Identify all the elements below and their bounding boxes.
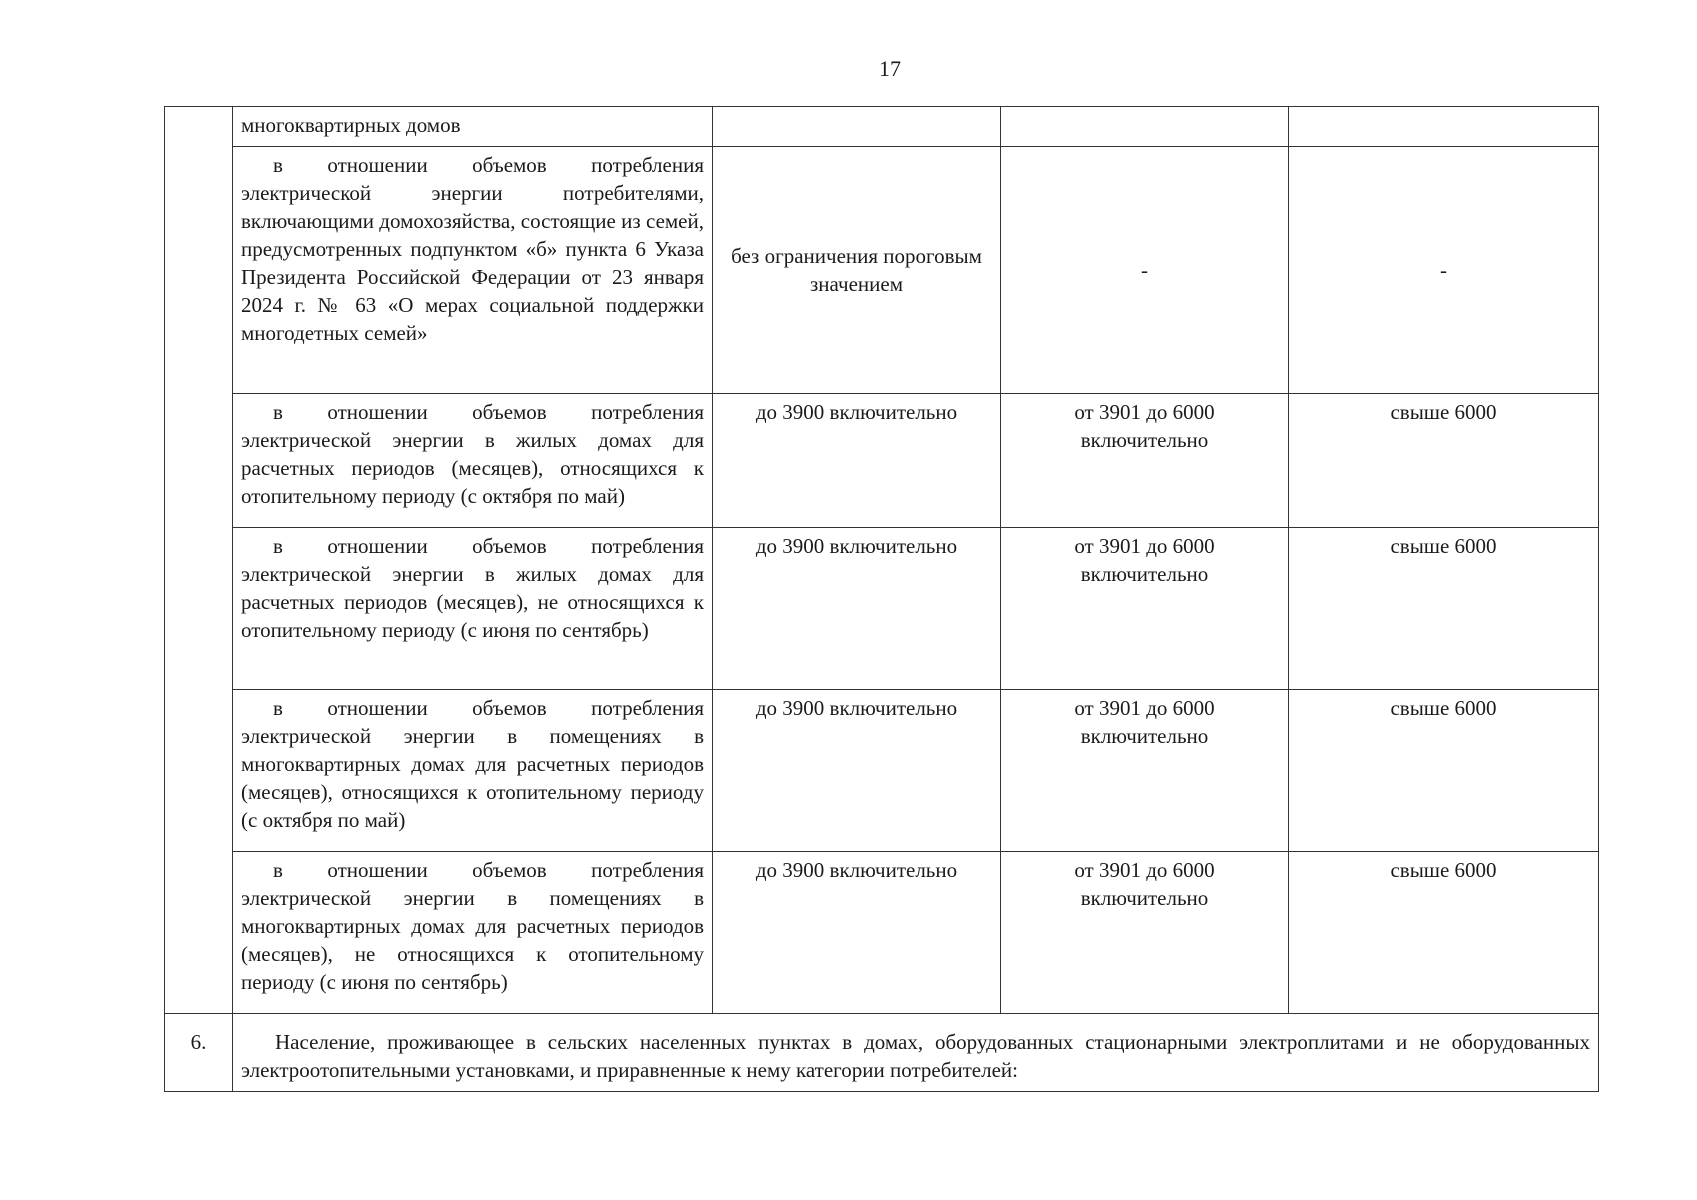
table-row (165, 394, 1599, 528)
threshold-1-cell: до 3900 включительно (713, 690, 1001, 852)
description-text: в отношении объемов потребления электрической энергии в помещениях в многоквартирных домах для расчетных периодов (месяцев), не относящихся к отопительному периоду (с июня по сентябрь) (241, 858, 704, 994)
table-row (165, 852, 1599, 1014)
threshold-1-cell: без ограничения пороговым значением (713, 147, 1001, 394)
description-cell (233, 690, 713, 852)
threshold-1-cell: до 3900 включительно (713, 528, 1001, 690)
row-number-cell (165, 107, 233, 1014)
table-row (165, 690, 1599, 852)
description-text: в отношении объемов потребления электрической энергии потребителями, включающими домохозяйства, состоящие из семей, предусмотренных подпунктом «б» пункта 6 Указа Президента Российской Федерации от 23 января 2024 г. № 63 «О мерах социальной поддержки многодетных семей» (241, 153, 704, 345)
section-heading-cell (233, 1014, 1599, 1092)
tariff-table (164, 106, 1599, 1092)
table-row (165, 107, 1599, 147)
table-row-section-6 (165, 1014, 1599, 1092)
threshold-3-cell (1289, 107, 1599, 147)
description-text: в отношении объемов потребления электрической энергии в помещениях в многоквартирных домах для расчетных периодов (месяцев), относящихся к отопительному периоду (с октября по май) (241, 696, 704, 832)
threshold-3-cell: - (1289, 147, 1599, 394)
threshold-3-cell: свыше 6000 (1289, 690, 1599, 852)
table-row (165, 528, 1599, 690)
description-cell (233, 107, 713, 147)
table-row (165, 147, 1599, 394)
description-cell (233, 852, 713, 1014)
description-cell (233, 528, 713, 690)
description-text: в отношении объемов потребления электрической энергии в жилых домах для расчетных периодов (месяцев), относящихся к отопительному периоду (с октября по май) (241, 400, 704, 508)
threshold-2-cell (1001, 107, 1289, 147)
threshold-2-cell: от 3901 до 6000 включительно (1001, 528, 1289, 690)
threshold-1-cell: до 3900 включительно (713, 852, 1001, 1014)
page-number: 17 (879, 56, 901, 81)
threshold-3-cell: свыше 6000 (1289, 528, 1599, 690)
section-heading-text: Население, проживающее в сельских населенных пунктах в домах, оборудованных стационарными электроплитами и не оборудованных электроотопительными установками, и приравненные к нему категории потребителей: (241, 1030, 1590, 1082)
threshold-2-cell: - (1001, 147, 1289, 394)
row-number-cell: 6. (165, 1014, 233, 1092)
description-text: в отношении объемов потребления электрической энергии в жилых домах для расчетных периодов (месяцев), не относящихся к отопительному периоду (с июня по сентябрь) (241, 534, 704, 642)
description-text: многоквартирных домов (241, 113, 461, 137)
threshold-3-cell: свыше 6000 (1289, 852, 1599, 1014)
threshold-1-cell (713, 107, 1001, 147)
threshold-2-cell: от 3901 до 6000 включительно (1001, 690, 1289, 852)
threshold-2-cell: от 3901 до 6000 включительно (1001, 394, 1289, 528)
description-cell (233, 394, 713, 528)
threshold-1-cell: до 3900 включительно (713, 394, 1001, 528)
description-cell (233, 147, 713, 394)
threshold-3-cell: свыше 6000 (1289, 394, 1599, 528)
threshold-2-cell: от 3901 до 6000 включительно (1001, 852, 1289, 1014)
